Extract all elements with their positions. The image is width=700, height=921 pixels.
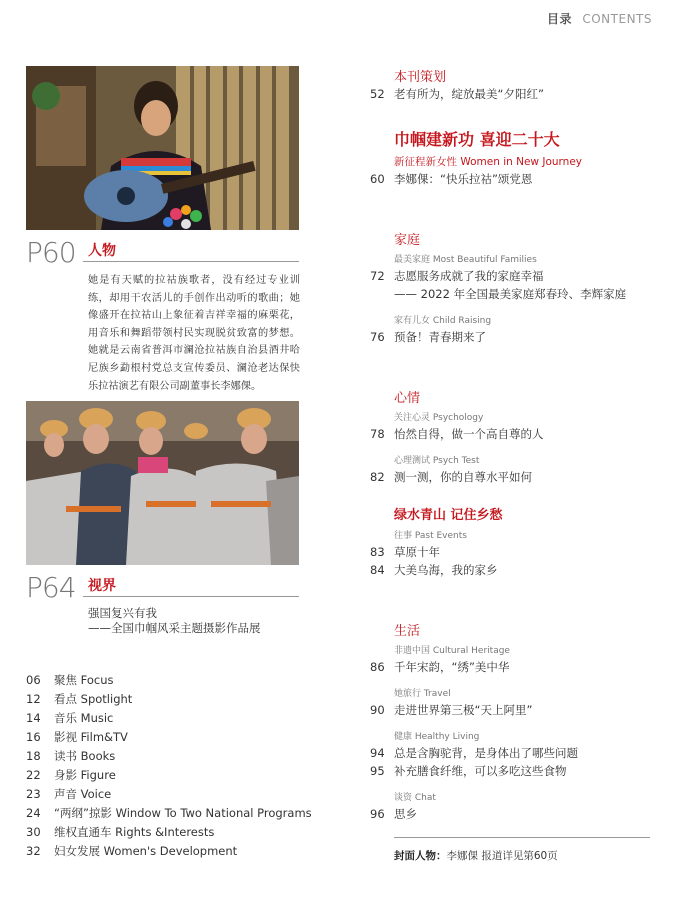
feature-blurb: 她是有天赋的拉祜族歌者，没有经过专业训练，却用干农活儿的手创作出动听的歌曲；她像盛开在拉祜山上象征着吉祥幸福的麻栗花，用音乐和舞蹈带领村民实现脱贫致富的梦想。她就是云南省普洱市澜沧拉祜族自治县酒井哈尼族乡勐根村党总支宣传委员、澜沧老达保快乐拉祜演艺有限公司副董事长李娜倮。 bbox=[88, 275, 300, 392]
feature-subtitle-line2: ——全国巾帼风采主题摄影作品展 bbox=[88, 621, 261, 635]
page-number: 94 bbox=[370, 746, 385, 760]
item-title: 走进世界第三极“天上阿里” bbox=[394, 703, 533, 717]
item-title: 声音 Voice bbox=[54, 787, 112, 801]
divider bbox=[394, 837, 650, 838]
feature-subtitle-line1: 强国复兴有我 bbox=[88, 606, 157, 620]
item-title: 读书 Books bbox=[54, 749, 116, 763]
page-number: 90 bbox=[370, 703, 385, 717]
item-title: 聚焦 Focus bbox=[54, 673, 114, 687]
page-number: 12 bbox=[26, 692, 41, 706]
cover-note-label: 封面人物： bbox=[394, 850, 447, 862]
page-number: 23 bbox=[26, 787, 41, 801]
page-number: 22 bbox=[26, 768, 41, 782]
page-number: 83 bbox=[370, 545, 385, 559]
subsection-label: 她旅行 Travel bbox=[394, 689, 451, 699]
feature-section-title: 视界 bbox=[88, 578, 116, 594]
item-title: 老有所为，绽放最美“夕阳红” bbox=[394, 87, 544, 101]
list-item[interactable] bbox=[370, 426, 544, 442]
item-title: 怡然自得，做一个高自尊的人 bbox=[394, 427, 544, 441]
contents-header bbox=[547, 10, 652, 27]
list-item[interactable] bbox=[370, 806, 417, 822]
feature-subtitle bbox=[88, 606, 261, 636]
contents-title-cn: 目录 bbox=[547, 12, 573, 26]
section-title-life: 生活 bbox=[394, 624, 421, 639]
item-title: 李娜倮：“快乐拉祜”颂党恩 bbox=[394, 172, 533, 186]
item-continuation: —— 2022 年全国最美家庭郑春玲、李辉家庭 bbox=[394, 287, 627, 301]
contents-title-en: CONTENTS bbox=[582, 12, 652, 26]
item-title: 草原十年 bbox=[394, 545, 440, 559]
page-number: 30 bbox=[26, 825, 41, 839]
list-item[interactable] bbox=[26, 729, 312, 748]
list-item[interactable] bbox=[26, 767, 312, 786]
list-item[interactable] bbox=[26, 786, 312, 805]
page-number: 14 bbox=[26, 711, 41, 725]
page-number: 76 bbox=[370, 330, 385, 344]
page-number: 16 bbox=[26, 730, 41, 744]
list-item[interactable] bbox=[370, 171, 532, 187]
page-number: 32 bbox=[26, 844, 41, 858]
headline-subtitle: 新征程新女性 Women in New Journey bbox=[394, 156, 582, 168]
section-title-family: 家庭 bbox=[394, 233, 421, 248]
headline-title: 巾帼建新功 喜迎二十大 bbox=[394, 130, 560, 149]
subsection-label: 健康 Healthy Living bbox=[394, 732, 480, 742]
item-title: 身影 Figure bbox=[54, 768, 116, 782]
list-item[interactable] bbox=[370, 562, 498, 578]
feature-section-title: 人物 bbox=[88, 243, 116, 259]
item-title: 总是含胸驼背，是身体出了哪些问题 bbox=[394, 746, 578, 760]
subsection-label: 非遗中国 Cultural Heritage bbox=[394, 646, 510, 656]
list-item[interactable] bbox=[26, 805, 312, 824]
list-item[interactable] bbox=[370, 268, 544, 284]
page-label-p64: P64 bbox=[26, 571, 76, 604]
divider bbox=[83, 261, 299, 262]
page-number: 52 bbox=[370, 87, 385, 101]
subsection-label: 谈资 Chat bbox=[394, 793, 436, 803]
list-item[interactable] bbox=[26, 843, 312, 862]
section-title-green: 绿水青山 记住乡愁 bbox=[394, 508, 503, 523]
subsection-label: 家有儿女 Child Raising bbox=[394, 316, 492, 326]
list-item[interactable] bbox=[370, 469, 532, 485]
page-number: 72 bbox=[370, 269, 385, 283]
page-number: 86 bbox=[370, 660, 385, 674]
section-title-mind: 心情 bbox=[394, 391, 421, 406]
page-number: 60 bbox=[370, 172, 385, 186]
item-title: 维权直通车 Rights &Interests bbox=[54, 825, 215, 839]
list-item[interactable] bbox=[370, 702, 532, 718]
singer-photo bbox=[26, 66, 299, 230]
item-title: 妇女发展 Women's Development bbox=[54, 844, 238, 858]
list-item[interactable] bbox=[370, 659, 509, 675]
item-title: 志愿服务成就了我的家庭幸福 bbox=[394, 269, 544, 283]
list-item[interactable] bbox=[26, 824, 312, 843]
page-number: 18 bbox=[26, 749, 41, 763]
list-item[interactable] bbox=[370, 329, 486, 345]
miners-photo bbox=[26, 401, 299, 565]
item-title: 大美乌海，我的家乡 bbox=[394, 563, 498, 577]
subsection-label: 最美家庭 Most Beautiful Families bbox=[394, 255, 537, 265]
subsection-label: 心理测试 Psych Test bbox=[394, 456, 480, 466]
page-number: 96 bbox=[370, 807, 385, 821]
list-item[interactable] bbox=[370, 544, 440, 560]
list-item[interactable] bbox=[370, 745, 578, 761]
item-title: 补充膳食纤维，可以多吃这些食物 bbox=[394, 764, 567, 778]
page-number: 06 bbox=[26, 673, 41, 687]
list-item[interactable] bbox=[370, 86, 544, 102]
page-label-p60: P60 bbox=[26, 236, 76, 269]
divider bbox=[83, 596, 299, 597]
section-title-special: 本刊策划 bbox=[394, 70, 447, 85]
item-title: 音乐 Music bbox=[54, 711, 114, 725]
item-title: 影视 Film&TV bbox=[54, 730, 128, 744]
subsection-label: 关注心灵 Psychology bbox=[394, 413, 484, 423]
item-title: “两纲”掠影 Window To Two National Programs bbox=[54, 806, 312, 820]
page-number: 84 bbox=[370, 563, 385, 577]
page-number: 24 bbox=[26, 806, 41, 820]
item-title: 测一测，你的自尊水平如何 bbox=[394, 470, 532, 484]
list-item[interactable] bbox=[26, 748, 312, 767]
subsection-label: 往事 Past Events bbox=[394, 531, 467, 541]
item-title: 千年宋韵，“绣”美中华 bbox=[394, 660, 510, 674]
left-contents-list bbox=[26, 672, 312, 862]
item-title: 思乡 bbox=[394, 807, 417, 821]
cover-note-text: 李娜倮 报道详见第60页 bbox=[446, 850, 558, 862]
page-number: 78 bbox=[370, 427, 385, 441]
page-number: 95 bbox=[370, 764, 385, 778]
cover-note bbox=[394, 848, 558, 863]
item-title: 看点 Spotlight bbox=[54, 692, 133, 706]
item-title: 预备！青春期来了 bbox=[394, 330, 486, 344]
list-item[interactable] bbox=[26, 672, 312, 691]
list-item[interactable] bbox=[26, 691, 312, 710]
list-item[interactable] bbox=[26, 710, 312, 729]
list-item[interactable] bbox=[370, 763, 567, 779]
page-number: 82 bbox=[370, 470, 385, 484]
